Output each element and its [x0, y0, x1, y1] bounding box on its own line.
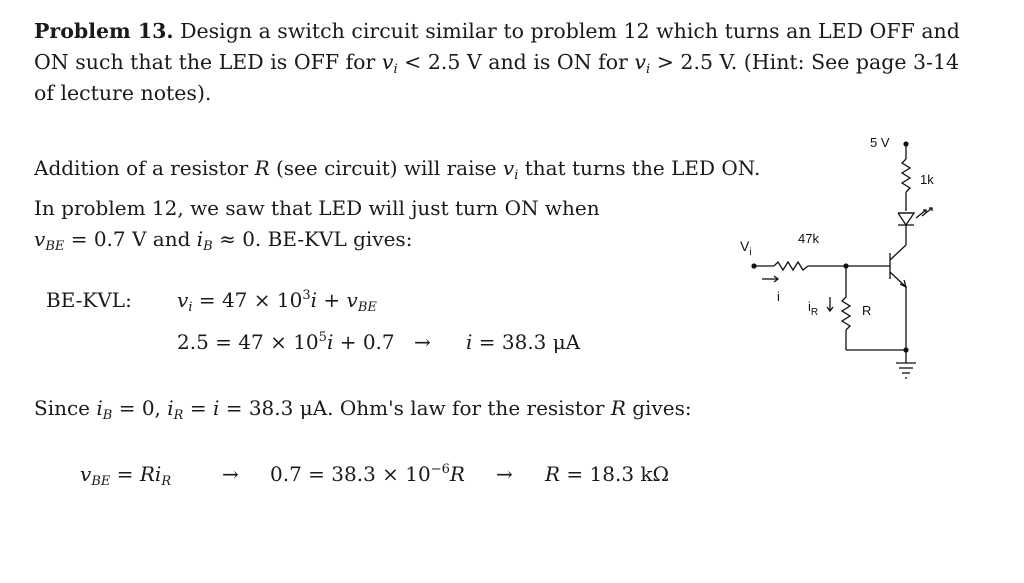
resistor-1k-label: 1k	[920, 172, 934, 187]
base-junction-node	[843, 263, 848, 268]
resistor-47k	[774, 262, 808, 270]
sub-i: i	[393, 62, 398, 77]
problem-line-3	[34, 78, 211, 108]
var-v: v	[381, 50, 394, 74]
exponent: 5	[318, 330, 327, 345]
supply-node	[903, 141, 908, 146]
sub-R: R	[173, 408, 184, 423]
kvl-equation-2	[177, 330, 395, 354]
var-v: v	[502, 156, 515, 180]
var-i: i	[167, 396, 174, 420]
input-node	[751, 263, 756, 268]
exponent: −6	[430, 462, 450, 477]
vbe-line	[34, 227, 413, 254]
var-Ri: Ri	[139, 462, 162, 486]
var-R: R	[449, 462, 465, 486]
text: = 0.7 V and	[64, 227, 197, 251]
text: +	[317, 288, 347, 312]
text: gives:	[625, 396, 692, 420]
kvl-label: BE-KVL:	[46, 288, 132, 312]
sub-R: R	[161, 474, 172, 489]
kvl-equation-1	[177, 288, 377, 315]
ohm-equation-2	[270, 462, 465, 486]
var-v: v	[346, 288, 358, 312]
problem-text-3: of lecture notes).	[34, 81, 212, 105]
sub-i: i	[188, 300, 193, 315]
text: = 38.3 μA	[472, 330, 581, 354]
ground-junction-node	[903, 347, 908, 352]
text: ≈ 0. BE-KVL gives:	[212, 227, 413, 251]
sub-BE: BE	[357, 300, 377, 315]
text: In problem 12, we saw that LED will just turn ON when	[34, 196, 600, 220]
var-v: v	[80, 462, 92, 486]
sub-i: i	[514, 168, 519, 183]
problem-title: Problem 13.	[34, 19, 174, 43]
transistor-icon	[890, 245, 906, 287]
text: = 0,	[112, 396, 168, 420]
addition-line	[34, 156, 761, 183]
var-R: R	[545, 462, 561, 486]
text: Addition of a resistor	[34, 156, 255, 180]
supply-label: 5 V	[870, 135, 890, 150]
sub-BE: BE	[91, 474, 111, 489]
text: Since	[34, 396, 97, 420]
problem-text-2c: > 2.5 V. (Hint: See page 3-14	[650, 50, 960, 74]
resistor-47k-label: 47k	[798, 231, 819, 246]
var-v: v	[177, 288, 189, 312]
current-i-label: i	[777, 289, 780, 304]
var-i: i	[310, 288, 318, 312]
ohm-equation-1	[80, 462, 172, 489]
resistor-R	[842, 297, 850, 330]
problem-line-2	[34, 47, 959, 77]
var-i: i	[196, 227, 204, 251]
var-v: v	[34, 227, 46, 251]
problem-text-1: Design a switch circuit similar to problem 12 which turns an LED OFF and	[180, 19, 960, 43]
text: = 38.3 μA. Ohm's law for the resistor	[219, 396, 611, 420]
sub-i: i	[646, 62, 651, 77]
since-line	[34, 396, 692, 423]
arrow-1: →	[414, 330, 431, 354]
var-i: i	[96, 396, 103, 420]
ohm-result	[545, 462, 669, 486]
var-i: i	[466, 330, 473, 354]
problem-text-2b: < 2.5 V and is ON for	[397, 50, 635, 74]
var-R: R	[610, 396, 626, 420]
current-iR-label: $i_R$	[808, 299, 819, 318]
text: =	[110, 462, 140, 486]
text: = 18.3 kΩ	[560, 462, 670, 486]
vi-label: $V_i$	[740, 238, 752, 258]
var-i: i	[212, 396, 220, 420]
exponent: 3	[302, 288, 311, 303]
var-i: i	[326, 330, 334, 354]
resistor-R-label: R	[862, 303, 872, 318]
problem-text-2a: ON such that the LED is OFF for	[34, 50, 382, 74]
ground-icon	[896, 363, 916, 378]
text: + 0.7	[333, 330, 395, 354]
var-R: R	[254, 156, 270, 180]
text: = 47 × 10	[192, 288, 303, 312]
sub-B: B	[203, 239, 213, 254]
inproblem-line	[34, 196, 600, 220]
text: that turns the LED ON.	[518, 156, 761, 180]
text: 2.5 = 47 × 10	[177, 330, 319, 354]
var-v: v	[634, 50, 647, 74]
circuit-diagram	[730, 125, 960, 395]
text: (see circuit) will raise	[269, 156, 503, 180]
sub-BE: BE	[45, 239, 65, 254]
text: 0.7 = 38.3 × 10	[270, 462, 431, 486]
arrow-2: →	[222, 462, 239, 486]
text: =	[183, 396, 213, 420]
resistor-1k	[902, 159, 910, 192]
problem-line-1	[34, 16, 960, 46]
led-icon	[898, 208, 932, 225]
kvl-result	[466, 330, 580, 354]
sub-B: B	[102, 408, 113, 423]
arrow-3: →	[496, 462, 513, 486]
